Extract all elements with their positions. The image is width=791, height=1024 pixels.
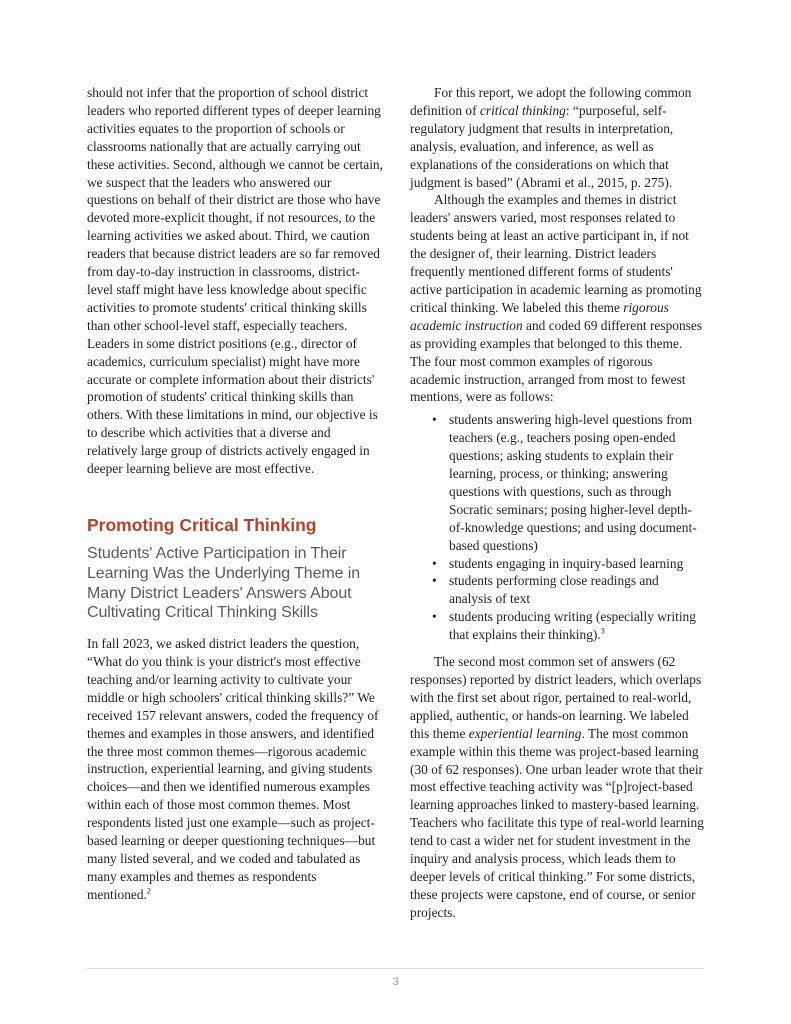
list-item xyxy=(410,608,704,644)
list-item-text: students engaging in inquiry-based learning xyxy=(449,555,684,571)
subsection-heading: Students' Active Participation in Their Learning Was the Underlying Theme in Many District Leaders' Answers About Cultivating Critical Thinking Skills xyxy=(87,544,360,622)
footnote-marker: 3 xyxy=(600,626,605,636)
list-item-text: students performing close readings and analysis of text xyxy=(449,573,659,607)
bullet-icon: • xyxy=(432,573,437,589)
paragraph-text: In fall 2023, we asked district leaders the question, “What do you think is your district's most effective teaching and/or learning activity to cultivate your middle or high schoolers' critical thinking skills?” We received 157 relevant answers, coded the frequency of themes and examples in those answers, and identified the three most common themes—rigorous academic instruction, experiential learning, and giving students choices—and then we identified numerous examples within each of those most common themes. Most respondents listed just one example—such as project-based learning or deeper questioning techniques—but many listed several, and we coded and tabulated as many examples and themes as respondents mentioned. xyxy=(87,636,379,902)
body-paragraph: should not infer that the proportion of school district leaders who reported different types of deeper learning activities equates to the proportion of schools or classrooms nationally that are actually carrying out these activities. Second, although we cannot be certain, we suspect that the leaders who answered our questions on behalf of their district are those who have devoted more-explicit thought, if not resources, to the learning activities we asked about. Third, we caution readers that because district leaders are so far removed from day-to-day instruction in classrooms, district-level staff might have less knowledge about specific activities to promote students' critical thinking skills than other school-level staff, especially teachers. Leaders in some district positions (e.g., director of academics, curriculum specialist) might have more accurate or complete information about their districts' promotion of students' critical thinking skills than others. With these limitations in mind, our objective is to describe which activities that a diverse and relatively large group of districts actively engaged in deeper learning believe are most effective. xyxy=(87,85,383,477)
emphasized-term: critical thinking xyxy=(479,102,566,118)
text-run: and coded 69 different responses as providing examples that belonged to this theme. The four most common examples of rigorous academic instruction, arranged from most to fewest mentions, were as follows: xyxy=(410,317,703,405)
body-paragraph xyxy=(87,635,383,904)
emphasized-term: rigorous academic instruction xyxy=(410,299,669,333)
text-run: For this report, we adopt the following common definition of xyxy=(410,85,692,118)
section-heading: Promoting Critical Thinking xyxy=(87,514,317,535)
page-number: 3 xyxy=(392,976,399,988)
body-paragraph xyxy=(410,84,704,191)
emphasized-term: experiential learning xyxy=(468,725,582,741)
bullet-icon: • xyxy=(432,609,437,625)
bullet-list xyxy=(410,411,704,644)
text-run: Although the examples and themes in district leaders' answers varied, most responses related to students being at least an active participant in, if not the designer of, their learning. District leaders frequently mentioned different forms of students' active participation in academic learning as promoting critical thinking. We labeled this theme xyxy=(410,192,702,315)
bullet-icon: • xyxy=(432,412,437,428)
body-paragraph xyxy=(410,191,704,406)
list-item xyxy=(410,555,704,573)
footnote-marker: 2 xyxy=(146,886,151,896)
left-column xyxy=(87,84,383,904)
text-run: The second most common set of answers (62 responses) reported by district leaders, which overlaps with the first set about rigor, pertained to real-world, applied, authentic, or hands-on learning. We labeled this theme xyxy=(410,654,702,741)
bullet-icon: • xyxy=(432,555,437,571)
list-item xyxy=(410,572,704,608)
text-run: . The most common example within this theme was project-based learning (30 of 62 responses). One urban leader wrote that their most effective teaching activity was “[p]roject-based learning approaches linked to mastery-based learning. Teachers who facilitate this type of real-world learning tend to cast a wider net for student investment in the inquiry and analysis process, which leads them to deeper levels of critical thinking.” For some districts, these projects were capstone, end of course, or senior projects. xyxy=(410,725,704,920)
footer-divider xyxy=(87,968,704,969)
list-item xyxy=(410,411,704,554)
text-run: : “purposeful, self-regulatory judgment that results in interpretation, analysis, evaluation, and inference, as well as explanations of the considerations on which that judgment is based” (Abrami et al., 2015, p. 275). xyxy=(410,102,674,190)
right-column xyxy=(410,84,704,922)
list-item-text: students answering high-level questions from teachers (e.g., teachers posing open-ended questions; asking students to explain their learning, process, or thinking; answering questions with questions, such as through Socratic seminars; posing higher-level depth-of-knowledge questions; and using document-based questions) xyxy=(449,412,697,553)
body-paragraph xyxy=(410,653,704,922)
list-item-text: students producing writing (especially writing that explains their thinking). xyxy=(449,609,696,643)
